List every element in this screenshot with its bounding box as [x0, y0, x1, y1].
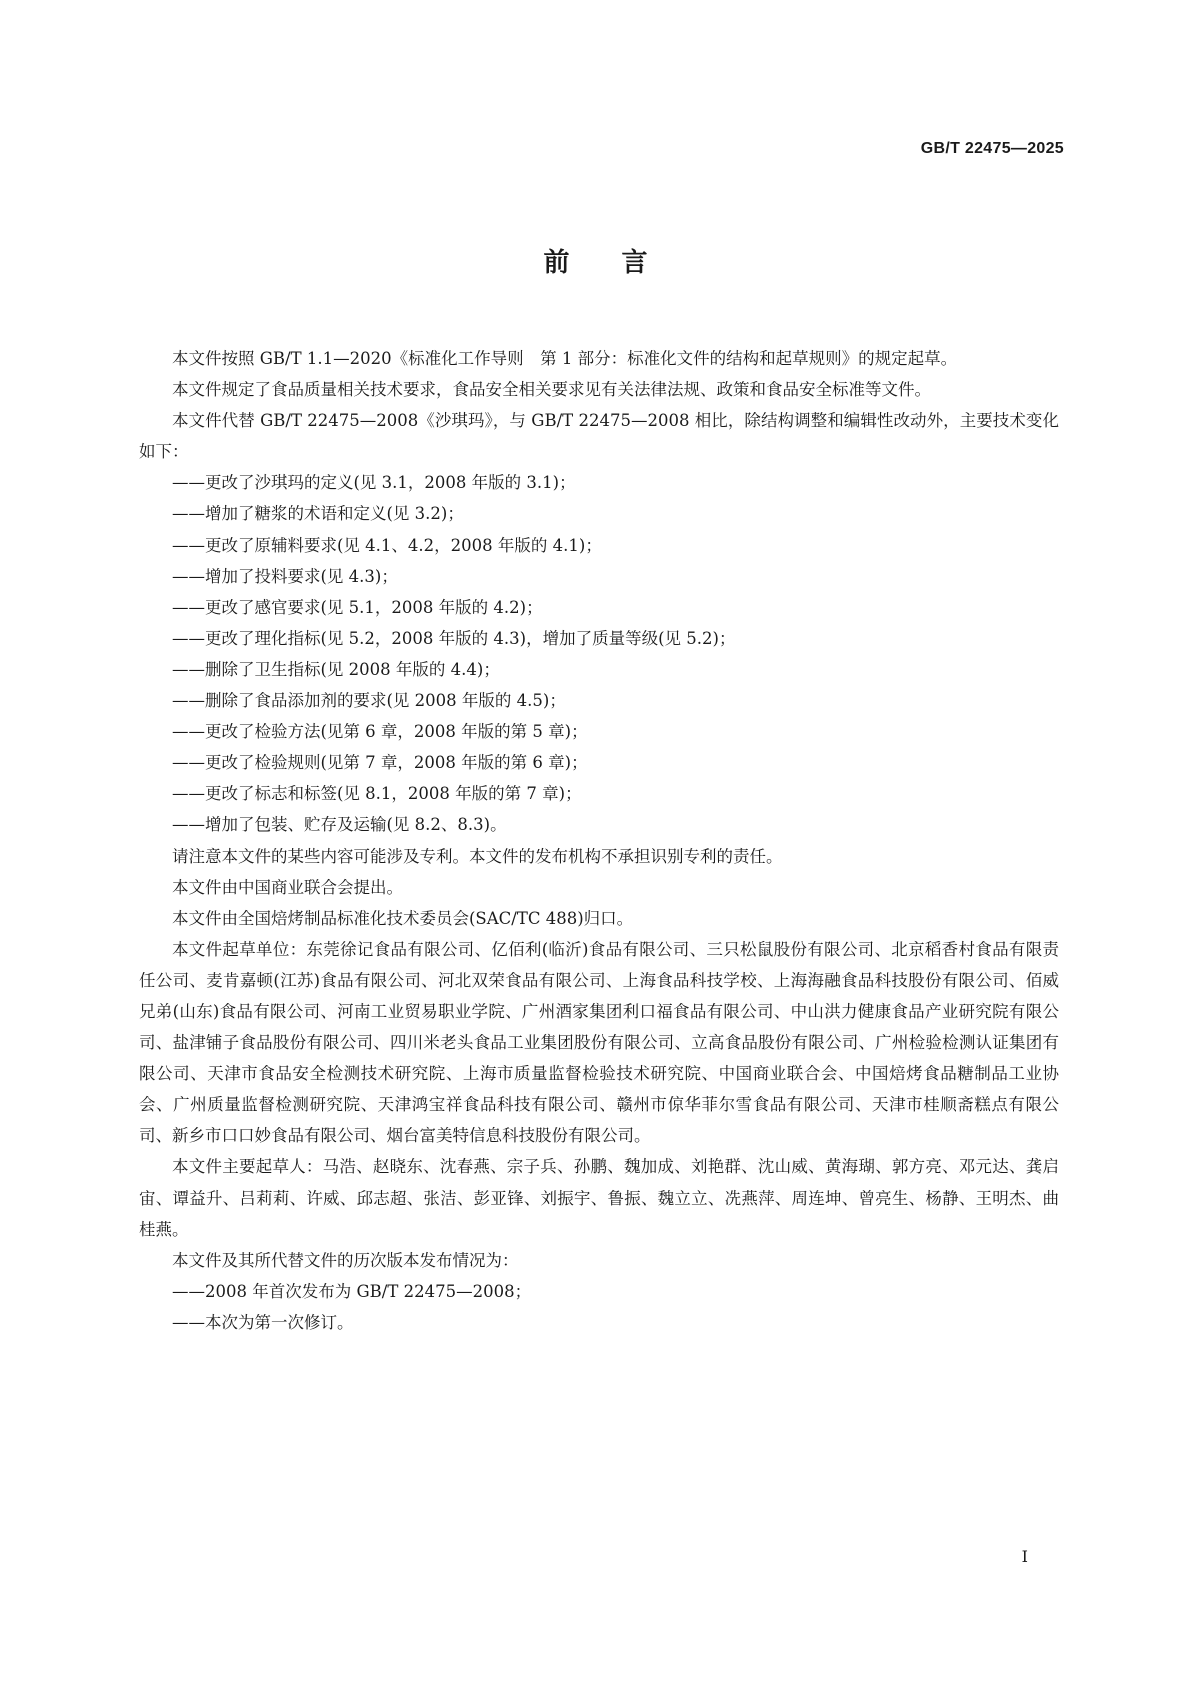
- change-item: ——更改了检验规则(见第 7 章，2008 年版的第 6 章)；: [172, 753, 588, 773]
- change-item: ——删除了卫生指标(见 2008 年版的 4.4)；: [172, 659, 500, 679]
- paragraph-scope: 本文件规定了食品质量相关技术要求，食品安全相关要求见有关法律法规、政策和食品安全标准等文件。: [172, 380, 931, 400]
- patent-notice: 请注意本文件的某些内容可能涉及专利。本文件的发布机构不承担识别专利的责任。: [172, 846, 783, 866]
- change-item: ——删除了食品添加剂的要求(见 2008 年版的 4.5)；: [172, 691, 566, 711]
- change-item: ——更改了检验方法(见第 6 章，2008 年版的第 5 章)；: [172, 722, 588, 742]
- change-item: ——更改了原辅料要求(见 4.1、4.2，2008 年版的 4.1)；: [172, 535, 602, 555]
- standard-code: GB/T 22475—2025: [920, 140, 1064, 157]
- change-item: ——更改了理化指标(见 5.2，2008 年版的 4.3)，增加了质量等级(见 5.2)；: [172, 628, 736, 648]
- drafters: 本文件主要起草人：马浩、赵晓东、沈春燕、宗子兵、孙鹏、魏加成、刘艳群、沈山威、黄海瑚、郭方亮、邓元达、龚启宙、谭益升、吕莉莉、许威、邱志超、张洁、彭亚锋、刘振宇、鲁振、魏立立、冼燕萍、周连坤、曾亮生、杨静、王明杰、曲桂燕。: [139, 1157, 1059, 1239]
- drafting-units: 本文件起草单位：东莞徐记食品有限公司、亿佰利(临沂)食品有限公司、三只松鼠股份有限公司、北京稻香村食品有限责任公司、麦肯嘉顿(江苏)食品有限公司、河北双荣食品有限公司、上海食品科技学校、上海海融食品科技股份有限公司、佰威兄弟(山东)食品有限公司、河南工业贸易职业学院、广州酒家集团利口福食品有限公司、中山洪力健康食品产业研究院有限公司、盐津铺子食品股份有限公司、四川米老头食品工业集团股份有限公司、立高食品股份有限公司、广州检验检测认证集团有限公司、天津市食品安全检测技术研究院、上海市质量监督检验技术研究院、中国商业联合会、中国焙烤食品糖制品工业协会、广州质量监督检测研究院、天津鸿宝祥食品科技有限公司、赣州市倞华菲尔雪食品有限公司、天津市桂顺斋糕点有限公司、新乡市口口妙食品有限公司、烟台富美特信息科技股份有限公司。: [139, 939, 1059, 1146]
- change-item: ——更改了沙琪玛的定义(见 3.1，2008 年版的 3.1)；: [172, 473, 576, 493]
- page-number: I: [1021, 1547, 1028, 1566]
- proposer: 本文件由中国商业联合会提出。: [172, 877, 403, 897]
- paragraph-replacement: 本文件代替 GB/T 22475—2008《沙琪玛》，与 GB/T 22475—2008 相比，除结构调整和编辑性改动外，主要技术变化如下：: [139, 411, 1059, 462]
- page-title: 前言: [543, 248, 700, 278]
- history-intro: 本文件及其所代替文件的历次版本发布情况为：: [172, 1250, 519, 1270]
- history-item: ——2008 年首次发布为 GB/T 22475—2008；: [172, 1281, 532, 1301]
- change-item: ——增加了投料要求(见 4.3)；: [172, 566, 398, 586]
- change-item: ——增加了包装、贮存及运输(见 8.2、8.3)。: [172, 815, 507, 835]
- change-item: ——更改了感官要求(见 5.1，2008 年版的 4.2)；: [172, 597, 543, 617]
- change-item: ——更改了标志和标签(见 8.1，2008 年版的第 7 章)；: [172, 784, 582, 804]
- preface-body: [139, 343, 1059, 1338]
- history-item: ——本次为第一次修订。: [172, 1312, 354, 1332]
- paragraph-drafting-rules: 本文件按照 GB/T 1.1—2020《标准化工作导则 第 1 部分：标准化文件的结构和起草规则》的规定起草。: [172, 349, 958, 368]
- change-item: ——增加了糖浆的术语和定义(见 3.2)；: [172, 504, 464, 524]
- centralized-unit: 本文件由全国焙烤制品标准化技术委员会(SAC/TC 488)归口。: [172, 908, 634, 928]
